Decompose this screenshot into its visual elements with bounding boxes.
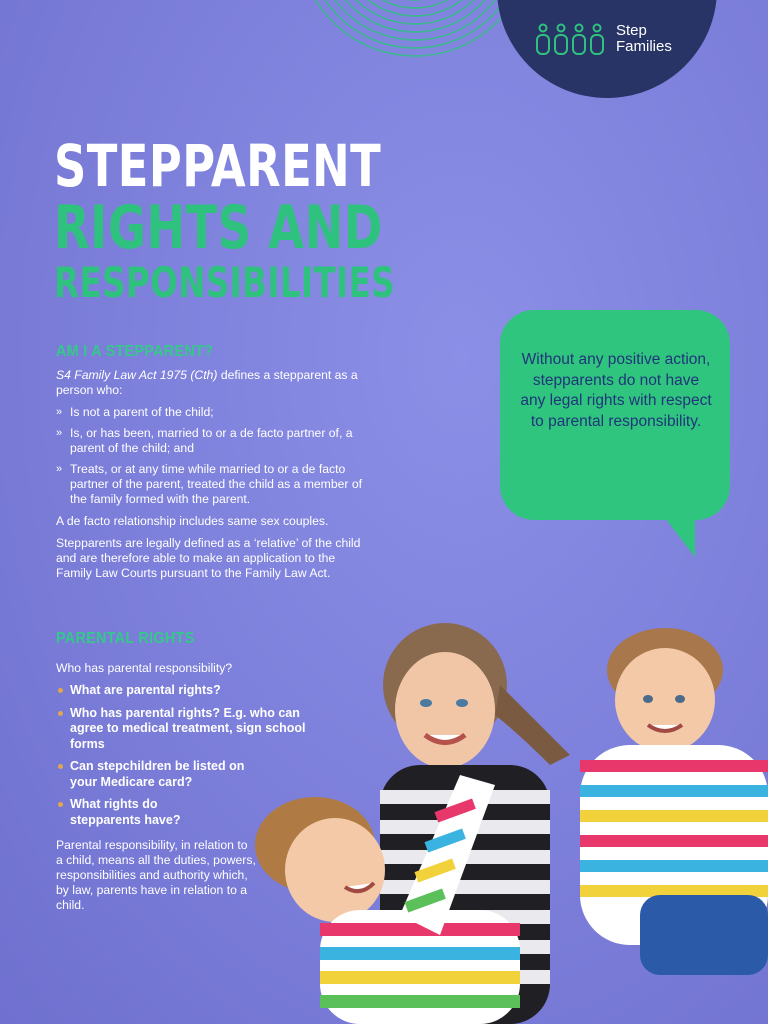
bullet-mark: »	[56, 406, 63, 418]
title-line-1: STEPPARENT	[54, 132, 382, 200]
paragraph: Parental responsibility, in relation to a child, means all the duties, powers, responsibilities and authority which, by law, parents have in relation to a child.	[56, 838, 256, 912]
act-citation: S4 Family Law Act 1975 (Cth)	[56, 368, 218, 382]
list-item: What are parental rights?	[56, 683, 316, 699]
title-line-2: RIGHTS AND	[54, 193, 383, 263]
section-heading-stepparent: AM I A STEPPARENT?	[56, 343, 214, 360]
brand-logo[interactable]	[534, 22, 672, 56]
title-line-3: RESPONSIBILITIES	[54, 258, 396, 307]
bullet-dot	[58, 711, 63, 716]
list-item: » Treats, or at any time while married to or a de facto partner of the parent, treated the child as a member of the family formed with the parent.	[56, 462, 362, 506]
paragraph: A de facto relationship includes same sex couples.	[56, 514, 329, 528]
bullet-mark: »	[56, 463, 63, 475]
list-item: What rights do stepparents have?	[56, 797, 220, 828]
definition-list	[56, 405, 368, 507]
page-title	[54, 132, 451, 307]
bullet-dot	[58, 764, 63, 769]
callout-bubble-tail	[655, 505, 695, 557]
section-body-stepparent	[56, 368, 368, 588]
intro-paragraph: Who has parental responsibility?	[56, 661, 233, 675]
family-logo-icon	[534, 22, 606, 56]
list-item: Can stepchildren be listed on your Medicare card?	[56, 759, 270, 790]
list-item: » Is, or has been, married to or a de facto partner of, a parent of the child; and	[56, 426, 353, 455]
callout-text: Without any positive action, stepparents do not have any legal rights with respect to parental responsibility.	[520, 351, 712, 430]
brand-name: Step Families	[616, 22, 672, 55]
intro-paragraph: S4 Family Law Act 1975 (Cth) defines a stepparent as a person who:	[56, 368, 358, 397]
bullet-dot	[58, 802, 63, 807]
bullet-mark: »	[56, 427, 63, 439]
paragraph: Stepparents are legally defined as a ‘relative’ of the child and are therefore able to make an application to the Family Law Courts pursuant to the Family Law Act.	[56, 536, 361, 580]
list-item: » Is not a parent of the child;	[56, 405, 214, 419]
family-photo	[250, 615, 768, 1024]
list-item: Who has parental rights? E.g. who can agree to medical treatment, sign school forms	[56, 706, 310, 753]
bullet-dot	[58, 688, 63, 693]
section-heading-parental-rights: PARENTAL RIGHTS	[56, 630, 195, 647]
